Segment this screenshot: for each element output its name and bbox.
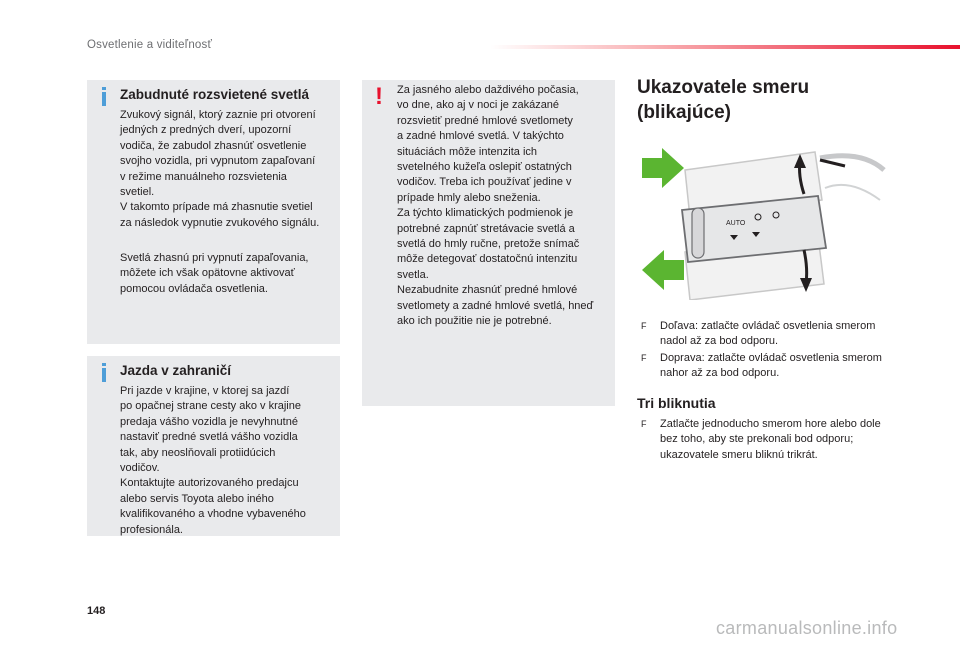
three-flashes-title: Tri bliknutia (637, 395, 716, 411)
info-box-paragraph: Zvukový signál, ktorý zaznie pri otvorení jedných z predných dverí, upozorní vodiča, že zabudol zhasnúť osvetlenie svojho vozidla, pri vypnutom zapaľovaní v režime manuálneho rozsvietenia svetiel. V takomto prípade má zhasnutie svetiel za následok vypnutie zvukového signálu. (120, 109, 320, 229)
bullet-mark: F (641, 321, 647, 331)
warning-box-fog-lights (362, 80, 615, 406)
bullet-mark: F (641, 353, 647, 363)
watermark: carmanualsonline.info (716, 618, 898, 638)
page-number: 148 (87, 605, 106, 617)
info-box-abroad (87, 356, 340, 536)
info-icon (102, 92, 106, 106)
right-turn-green-arrow-icon (642, 148, 684, 188)
info-box-lights-on (87, 80, 340, 344)
light-switch-illustration (640, 140, 890, 300)
indicators-title: Ukazovatele smeru (blikajúce) (637, 77, 810, 123)
indicator-instruction (641, 351, 901, 382)
bullet-mark: F (641, 419, 647, 429)
header-accent-bar (490, 45, 960, 49)
warning-box-paragraph: Za jasného alebo daždivého počasia, vo dne, ako aj v noci je zakázané rozsvietiť predné hmlové svetlomety a zadné hmlové svetlá. V takýchto situáciách môže intenzita ich svetelného kužeľa oslepiť ostatných vodičov. Treba ich používať jedine v prípade hmly alebo sneženia. Za týchto klimatických podmienok je potrebné zapnúť stretávacie svetlá a svetlá do hmly ručne, pretože snímač môže detegovať dostatočnú intenzitu svetla. Nezabudnite zhasnúť predné hmlové svetlomety a zadné hmlové svetlá, hneď ako ich použitie nie je potrebné. (397, 84, 594, 328)
info-box-paragraph: Pri jazde v krajine, v ktorej sa jazdí po opačnej strane cesty ako v krajine predaja vášho vozidla je nevyhnutné nastaviť predné svetlá vášho vozidla tak, aby neoslňovali protiidúcich vodičov. Kontaktujte autorizovaného predajcu alebo servis Toyota alebo iného kvalifikovaného a vhodne vybaveného profesionála. (120, 385, 306, 536)
instruction-text: Doprava: zatlačte ovládač osvetlenia smerom nahor až za bod odporu. (660, 352, 882, 380)
three-flashes-instruction (641, 417, 901, 463)
info-icon (102, 368, 106, 382)
section-title: Osvetlenie a viditeľnosť (87, 39, 212, 51)
warning-icon: ! (375, 83, 383, 110)
info-box-paragraph: Svetlá zhasnú pri vypnutí zapaľovania, môžete ich však opätovne aktivovať pomocou ovládača osvetlenia. (120, 252, 309, 295)
info-box-title: Jazda v zahraničí (120, 363, 232, 378)
info-box-title: Zabudnuté rozsvietené svetlá (120, 87, 310, 102)
auto-label: AUTO (726, 220, 746, 227)
left-turn-green-arrow-icon (642, 250, 684, 290)
indicator-instruction (641, 319, 901, 350)
instruction-text: Doľava: zatlačte ovládač osvetlenia smerom nadol až za bod odporu. (660, 320, 876, 348)
instruction-text: Zatlačte jednoducho smerom hore alebo dole bez toho, aby ste prekonali bod odporu; ukazovatele smeru bliknú trikrát. (660, 418, 881, 461)
